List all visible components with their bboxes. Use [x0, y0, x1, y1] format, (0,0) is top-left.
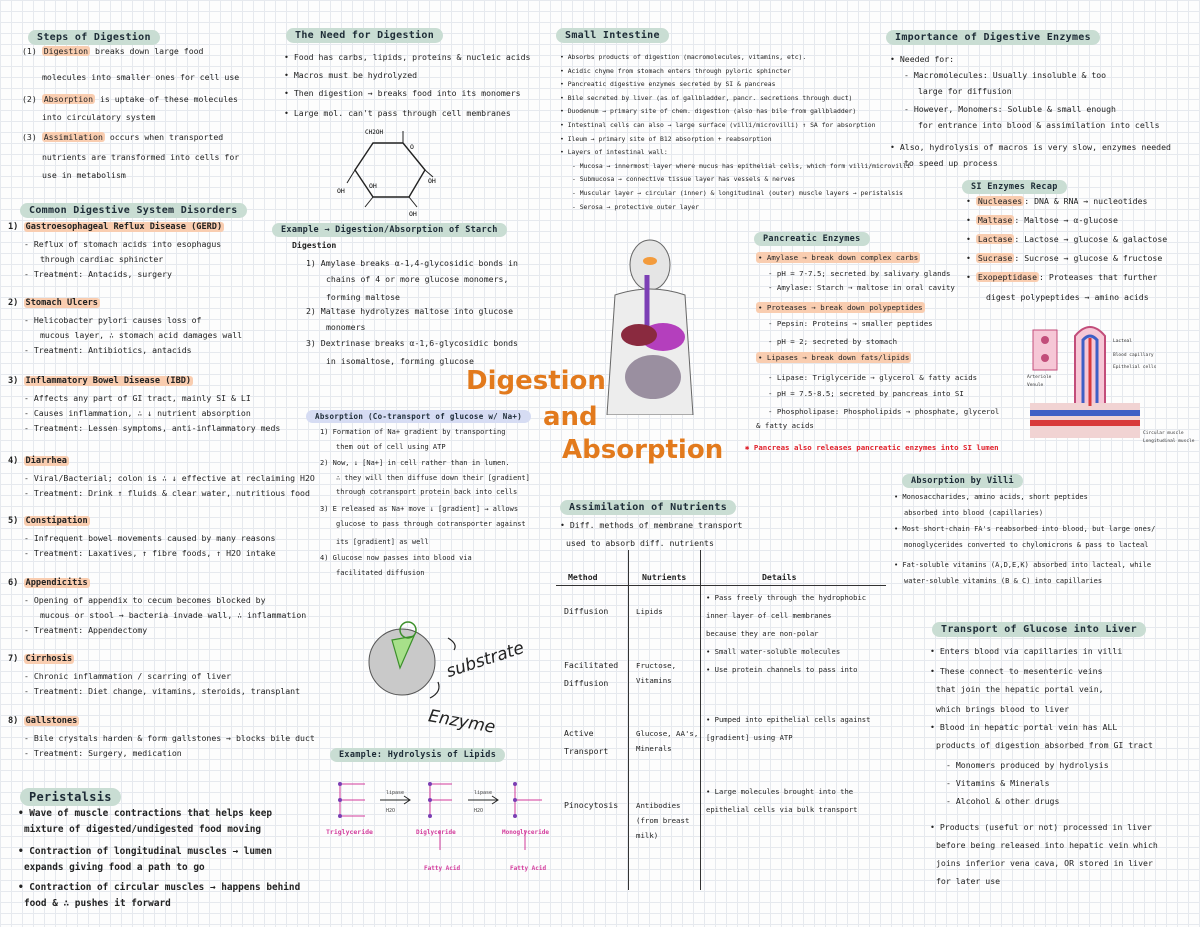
disorder-name: Constipation [25, 516, 88, 526]
starch-line: 1) Amylase breaks α-1,4-glycosidic bonds in [306, 258, 518, 268]
steps-header: Steps of Digestion [28, 30, 160, 45]
liver-line: - Alcohol & other drugs [946, 796, 1060, 806]
step-text: breaks down large food [95, 46, 204, 56]
si-line: • Absorbs products of digestion (macromolecules, vitamins, etc). [560, 53, 807, 61]
liver-header: Transport of Glucose into Liver [932, 622, 1146, 637]
peristalsis-line: • Contraction of circular muscles → happens behind [18, 882, 301, 893]
column-header: Details [762, 572, 797, 582]
disorder-name: Gastroesophageal Reflux Disease (GERD) [25, 222, 223, 232]
pancreatic-line: - Pepsin: Proteins → smaller peptides [768, 319, 933, 328]
cotransport-line: 4) Glucose now passes into blood via [320, 554, 472, 562]
pancreatic-line: - Lipase: Triglyceride → glycerol & fatty acids [768, 373, 978, 382]
disorder-line: - Helicobacter pylori causes loss of [24, 315, 202, 325]
glucose-label: CH2OH [365, 129, 384, 136]
starch-line: forming maltose [326, 292, 400, 302]
steps-line: use in metabolism [42, 170, 126, 180]
digestive-system-diagram [575, 235, 735, 415]
villus-label: Epithelial cells [1113, 365, 1157, 370]
recap-item: • Exopeptidase : Proteases that further [966, 272, 1158, 282]
detail-cell: • Large molecules brought into the [706, 787, 854, 796]
cotransport-line: them out of cell using ATP [336, 443, 446, 451]
title-line3: Absorption [562, 435, 724, 465]
peristalsis-line: • Contraction of longitudinal muscles → lumen [18, 846, 272, 857]
nutrient-cell: milk) [636, 831, 659, 840]
starch-line: 3) Dextrinase breaks α-1,6-glycosidic bonds [306, 338, 518, 348]
pancreatic-line: • Proteases → break down polypeptides [758, 303, 923, 312]
steps-line [22, 46, 204, 57]
step-term: Digestion [43, 46, 89, 56]
disorder-title [8, 376, 193, 387]
title-line2: and [543, 402, 598, 432]
absorption-villi-header: Absorption by Villi [902, 474, 1023, 488]
molecule-label: Monoglyceride [502, 829, 549, 836]
nutrient-cell: Vitamins [636, 676, 672, 685]
cotransport-line: through cotransport protein back into cells [336, 488, 518, 496]
method-cell: Facilitated [564, 660, 619, 670]
recap-term: Exopeptidase [977, 272, 1038, 282]
disorder-title [8, 222, 224, 233]
intestines [625, 355, 681, 399]
recap-item: • Maltase : Maltose → α-glucose [966, 215, 1118, 225]
enzyme-label: Enzyme [426, 706, 497, 738]
si-line: - Muscular layer → circular (inner) & longitudinal (outer) muscle layers → peristalsis [572, 189, 903, 197]
water-label: H2O [474, 808, 484, 814]
disorder-line: - Affects any part of GI tract, mainly SI & LI [24, 393, 251, 403]
vein-layer [1030, 410, 1140, 416]
cotransport-line: 1) Formation of Na+ gradient by transporting [320, 428, 506, 436]
lipids-header: Example: Hydrolysis of Lipids [330, 748, 505, 762]
glucose-ring-diagram [325, 125, 455, 220]
disorder-line: through cardiac sphincter [40, 254, 164, 264]
liver-line: that join the hepatic portal vein, [936, 684, 1104, 694]
disorder-num: 4) [8, 456, 19, 466]
steps-line [22, 132, 223, 143]
glucose-label: OH [369, 182, 377, 190]
villus-label: Longitudinal muscle [1143, 439, 1195, 444]
disorder-title [8, 654, 74, 665]
atom [513, 814, 517, 818]
disorder-line: - Infrequent bowel movements caused by many reasons [24, 533, 276, 543]
artery-layer [1030, 420, 1140, 426]
liver-line: • Blood in hepatic portal vein has ALL [930, 722, 1118, 732]
reaction-arrow [380, 796, 410, 804]
peristalsis-line: mixture of digested/undigested food moving [24, 824, 262, 835]
title-line1: Digestion [466, 366, 606, 396]
assimilation-intro: used to absorb diff. nutrients [566, 538, 714, 548]
steps-line [22, 94, 238, 105]
recap-header: SI Enzymes Recap [962, 180, 1067, 194]
need-line: • Macros must be hydrolyzed [284, 70, 418, 80]
peristalsis-line: food & ∴ pushes it forward [24, 898, 171, 909]
disorder-line: - Treatment: Antacids, surgery [24, 269, 172, 279]
steps-line: molecules into smaller ones for cell use [42, 72, 240, 82]
importance-header: Importance of Digestive Enzymes [886, 30, 1100, 45]
disorder-line: - Chronic inflammation / scarring of liver [24, 671, 232, 681]
starch-line: chains of 4 or more glucose monomers, [326, 274, 509, 284]
nutrient-cell: Antibodies [636, 801, 681, 810]
detail-cell: • Small water-soluble molecules [706, 647, 841, 656]
recap-line: digest polypeptides → amino acids [986, 292, 1149, 302]
need-line: • Large mol. can't pass through cell membranes [284, 108, 511, 118]
recap-text: : Sucrose → glucose & fructose [1014, 253, 1163, 263]
cotransport-line: facilitated diffusion [336, 569, 425, 577]
recap-term: Maltase [977, 215, 1013, 225]
glucose-label: OH [428, 177, 436, 185]
column-header: Method [568, 572, 598, 582]
molecule-label: Triglyceride [326, 828, 373, 836]
step-term: Assimilation [43, 132, 103, 142]
cotransport-line: glucose to pass through cotransporter against [336, 520, 526, 528]
small-intestine-header: Small Intestine [556, 28, 669, 43]
disorder-line: - Treatment: Laxatives, ↑ fibre foods, ↑ H2O intake [24, 548, 276, 558]
liver-line: • Products (useful or not) processed in liver [930, 822, 1152, 832]
villi-line: water-soluble vitamins (B & C) into capillaries [904, 577, 1103, 585]
villus-label: Lacteal [1113, 339, 1132, 344]
reaction-arrow [468, 796, 498, 804]
liver-line: for later use [936, 876, 1001, 886]
importance-line: • Also, hydrolysis of macros is very slow, enzymes needed [890, 142, 1171, 152]
recap-term: Nucleases [977, 196, 1023, 206]
disorder-num: 8) [8, 716, 19, 726]
pancreatic-line: - pH = 7-7.5; secreted by salivary glands [768, 269, 951, 278]
villus-label: Arteriole [1027, 375, 1052, 380]
disorder-name: Gallstones [25, 716, 78, 726]
disorder-num: 2) [8, 298, 19, 308]
villi-line: • Most short-chain FA's reabsorbed into blood, but large ones/ [894, 525, 1156, 533]
cotransport-line: ∴ they will then diffuse down their [gradient] [336, 474, 530, 482]
importance-line: • Needed for: [890, 54, 955, 64]
disorder-line: - Bile crystals harden & form gallstones → blocks bile duct [24, 733, 315, 743]
si-line: • Layers of intestinal wall: [560, 148, 668, 157]
starch-header: Example → Digestion/Absorption of Starch [272, 223, 507, 237]
starch-line: monomers [326, 322, 366, 332]
recap-term: Lactase [977, 234, 1013, 244]
recap-item: • Nucleases : DNA & RNA → nucleotides [966, 196, 1148, 206]
recap-text: : Maltose → α-glucose [1014, 215, 1118, 225]
liver-line: - Monomers produced by hydrolysis [946, 760, 1109, 770]
glucose-label: OH [409, 210, 417, 218]
need-header: The Need for Digestion [286, 28, 443, 43]
disorder-name: Inflammatory Bowel Disease (IBD) [25, 376, 192, 386]
disorder-name: Stomach Ulcers [25, 298, 98, 308]
disorder-title [8, 578, 90, 589]
si-line: • Duodenum → primary site of chem. digestion (also has bile from gallbladder) [560, 107, 857, 116]
ring-bond [347, 170, 355, 183]
enzyme-label: lipase [474, 790, 493, 796]
disorder-num: 6) [8, 578, 19, 588]
liver-line: • These connect to mesenteric veins [930, 666, 1103, 676]
pancreatic-line: - pH = 2; secreted by stomach [768, 337, 898, 346]
starch-line: 2) Maltase hydrolyzes maltose into glucose [306, 306, 514, 316]
assimilation-intro: • Diff. methods of membrane transport [560, 520, 743, 530]
villi-line: monoglycerides converted to chylomicrons & pass to lacteal [904, 541, 1149, 549]
si-line: • Intestinal cells can also → large surface (villi/microvilli) ↑ SA for absorption [560, 121, 876, 129]
disorder-name: Appendicitis [25, 578, 88, 588]
disorder-title [8, 456, 69, 467]
si-line: • Acidic chyme from stomach enters through pyloric sphincter [560, 66, 791, 75]
recap-item: • Sucrase : Sucrose → glucose & fructose [966, 253, 1163, 263]
atom [338, 814, 342, 818]
ring-bond [425, 170, 433, 177]
step-text: is uptake of these molecules [99, 94, 238, 104]
si-line: • Bile secreted by liver (as of gallbladder, pancr. secretions through duct) [560, 93, 853, 102]
disorder-line: - Treatment: Diet change, vitamins, steroids, transplant [24, 686, 301, 696]
method-cell: Pinocytosis [564, 800, 619, 810]
peristalsis-line: • Wave of muscle contractions that helps keep [18, 808, 272, 819]
need-line: • Food has carbs, lipids, proteins & nucleic acids [284, 52, 531, 62]
liver-line: • Enters blood via capillaries in villi [930, 646, 1123, 656]
starch-subheader: Digestion [292, 240, 337, 250]
steps-line: into circulatory system [42, 112, 156, 122]
liver-line: before being released into hepatic vein which [936, 840, 1158, 850]
molecule-label: Diglyceride [416, 829, 456, 836]
liver-line: joins inferior vena cava, OR stored in liver [936, 858, 1153, 868]
disorders-header: Common Digestive System Disorders [20, 203, 247, 218]
villus-label: Blood capillary [1113, 353, 1154, 358]
detail-cell: • Use protein channels to pass into [706, 665, 858, 674]
disorder-name: Cirrhosis [25, 654, 73, 664]
method-cell: Diffusion [564, 678, 609, 688]
si-line: - Mucosa → innermost layer where mucus has epithelial cells, which form villi/microvilli [572, 161, 911, 170]
liver-line: which brings blood to liver [936, 704, 1070, 714]
disorder-num: 5) [8, 516, 19, 526]
arrow-curve [448, 638, 455, 650]
villus-label: Circular muscle [1143, 431, 1184, 436]
importance-line: - However, Monomers: Soluble & small enough [904, 104, 1116, 114]
recap-item: • Lactase : Lactose → glucose & galactose [966, 234, 1168, 244]
enzyme-label: lipase [386, 790, 405, 796]
atom [513, 782, 517, 786]
atom [428, 814, 432, 818]
glucose-label: O [410, 143, 414, 151]
method-cell: Transport [564, 746, 609, 756]
liver-line: products of digestion absorbed from GI tract [936, 740, 1153, 750]
atom [338, 798, 342, 802]
detail-cell: • Pass freely through the hydrophobic [706, 593, 867, 602]
importance-line: - Macromolecules: Usually insoluble & too [904, 70, 1107, 80]
disorder-line: mucous layer, ∴ stomach acid damages wall [40, 330, 243, 340]
water-label: H2O [386, 808, 396, 814]
si-line: • Ileum → primary site of B12 absorption + reabsorption [560, 134, 772, 143]
pancreatic-header: Pancreatic Enzymes [754, 232, 870, 246]
recap-text: : DNA & RNA → nucleotides [1024, 196, 1148, 206]
disorder-num: 7) [8, 654, 19, 664]
pancreatic-line: - Amylase: Starch → maltose in oral cavity [768, 283, 955, 292]
molecule-label: Fatty Acid [424, 865, 461, 872]
pancreatic-line: & fatty acids [756, 421, 814, 430]
disorder-name: Diarrhea [25, 456, 67, 466]
disorder-line: - Treatment: Appendectomy [24, 625, 148, 635]
need-line: • Then digestion → breaks food into its monomers [284, 88, 521, 98]
atom [428, 798, 432, 802]
atom [338, 782, 342, 786]
atom [513, 798, 517, 802]
disorder-line: - Treatment: Drink ↑ fluids & clear water, nutritious food [24, 488, 310, 498]
villus-diagram [1025, 318, 1200, 448]
table-divider [556, 585, 886, 586]
cell-nucleus [1041, 354, 1049, 362]
disorder-num: 1) [8, 222, 19, 232]
molecule-label: Fatty Acid [510, 865, 547, 872]
detail-cell: [gradient] using ATP [706, 733, 793, 742]
disorder-line: - Treatment: Surgery, medication [24, 748, 182, 758]
step-num: (1) [22, 46, 37, 56]
nutrient-cell: Minerals [636, 744, 672, 753]
detail-cell: inner layer of cell membranes [706, 611, 832, 620]
detail-cell: • Pumped into epithelial cells against [706, 715, 871, 724]
nutrient-cell: Fructose, [636, 661, 677, 670]
lipid-hydrolysis-diagram [320, 770, 560, 890]
si-line: • Pancreatic digestive enzymes secreted by SI & pancreas [560, 80, 776, 89]
ring-bond [365, 197, 373, 207]
villus-label: Venule [1027, 383, 1044, 388]
cotransport-line: its [gradient] as well [336, 538, 429, 546]
villi-line: absorbed into blood (capillaries) [904, 509, 1044, 517]
importance-line: large for diffusion [918, 86, 1012, 96]
steps-line: nutrients are transformed into cells for [42, 152, 240, 162]
cell-nucleus [1041, 336, 1049, 344]
disorder-line: - Opening of appendix to cecum becomes blocked by [24, 595, 266, 605]
disorder-line: - Causes inflammation, ∴ ↓ nutrient absorption [24, 408, 251, 418]
importance-line: for entrance into blood & assimilation into cells [918, 120, 1160, 130]
method-cell: Active [564, 728, 594, 738]
ring-bond [409, 197, 417, 207]
si-line: - Submucosa → connective tissue layer has vessels & nerves [572, 175, 796, 184]
peristalsis-line: expands giving food a path to go [24, 862, 205, 873]
disorder-num: 3) [8, 376, 19, 386]
step-text: occurs when transported [109, 132, 224, 142]
villi-line: • Fat-soluble vitamins (A,D,E,K) absorbed into lacteal, while [894, 561, 1152, 569]
mouth [643, 257, 657, 265]
nutrient-cell: Lipids [636, 607, 663, 616]
arrow-curve [430, 682, 439, 698]
glucose-ring [355, 143, 425, 197]
pancreatic-line: • Amylase → break down complex carbs [758, 253, 919, 262]
disorder-line: - Treatment: Antibiotics, antacids [24, 345, 192, 355]
importance-line: to speed up process [904, 158, 998, 168]
villi-line: • Monosaccharides, amino acids, short peptides [894, 493, 1088, 501]
disorder-line: - Viral/Bacterial; colon is ∴ ↓ effective at reclaiming H2O [24, 473, 315, 483]
disorder-title [8, 716, 79, 727]
liver-line: - Vitamins & Minerals [946, 778, 1050, 788]
assimilation-header: Assimilation of Nutrients [560, 500, 736, 515]
table-divider [700, 550, 701, 890]
peristalsis-header: Peristalsis [20, 788, 121, 806]
method-cell: Diffusion [564, 606, 609, 616]
recap-term: Sucrase [977, 253, 1013, 263]
cotransport-header: Absorption (Co-transport of glucose w/ Na+) [306, 410, 531, 423]
recap-text: : Proteases that further [1039, 272, 1158, 282]
si-line: - Serosa → protective outer layer [572, 202, 699, 211]
nutrient-cell: Glucose, AA's, [636, 729, 699, 738]
atom [428, 782, 432, 786]
table-divider [628, 550, 629, 890]
pancreatic-line: - pH = 7.5-8.5; secreted by pancreas into SI [768, 389, 964, 398]
glucose-label: OH [337, 187, 345, 195]
starch-line: in isomaltose, forming glucose [326, 356, 474, 366]
disorder-title [8, 298, 100, 309]
pancreatic-line: - Phospholipase: Phospholipids → phosphate, glycerol [768, 407, 1000, 416]
disorder-line: - Treatment: Lessen symptoms, anti-inflammatory meds [24, 423, 281, 433]
pancreatic-note: ✱ Pancreas also releases pancreatic enzymes into SI lumen [745, 443, 999, 452]
detail-cell: epithelial cells via bulk transport [706, 805, 858, 814]
step-term: Absorption [43, 94, 94, 104]
column-header: Nutrients [642, 572, 687, 582]
detail-cell: because they are non-polar [706, 629, 819, 638]
liver [621, 324, 657, 346]
pancreatic-line: • Lipases → break down fats/lipids [758, 353, 910, 362]
disorder-line: mucous or stool → bacteria invade wall, ∴ inflammation [40, 610, 307, 620]
step-num: (3) [22, 132, 37, 142]
step-num: (2) [22, 94, 37, 104]
disorder-line: - Reflux of stomach acids into esophagus [24, 239, 222, 249]
cotransport-line: 2) Now, ↓ [Na+] in cell rather than in lumen. [320, 459, 510, 467]
nutrient-cell: (from breast [636, 816, 690, 825]
recap-text: : Lactose → glucose & galactose [1014, 234, 1168, 244]
substrate-label: substrate [443, 638, 527, 682]
disorder-title [8, 516, 90, 527]
cotransport-line: 3) E released as Na+ move ↓ [gradient] → allows [320, 505, 519, 513]
